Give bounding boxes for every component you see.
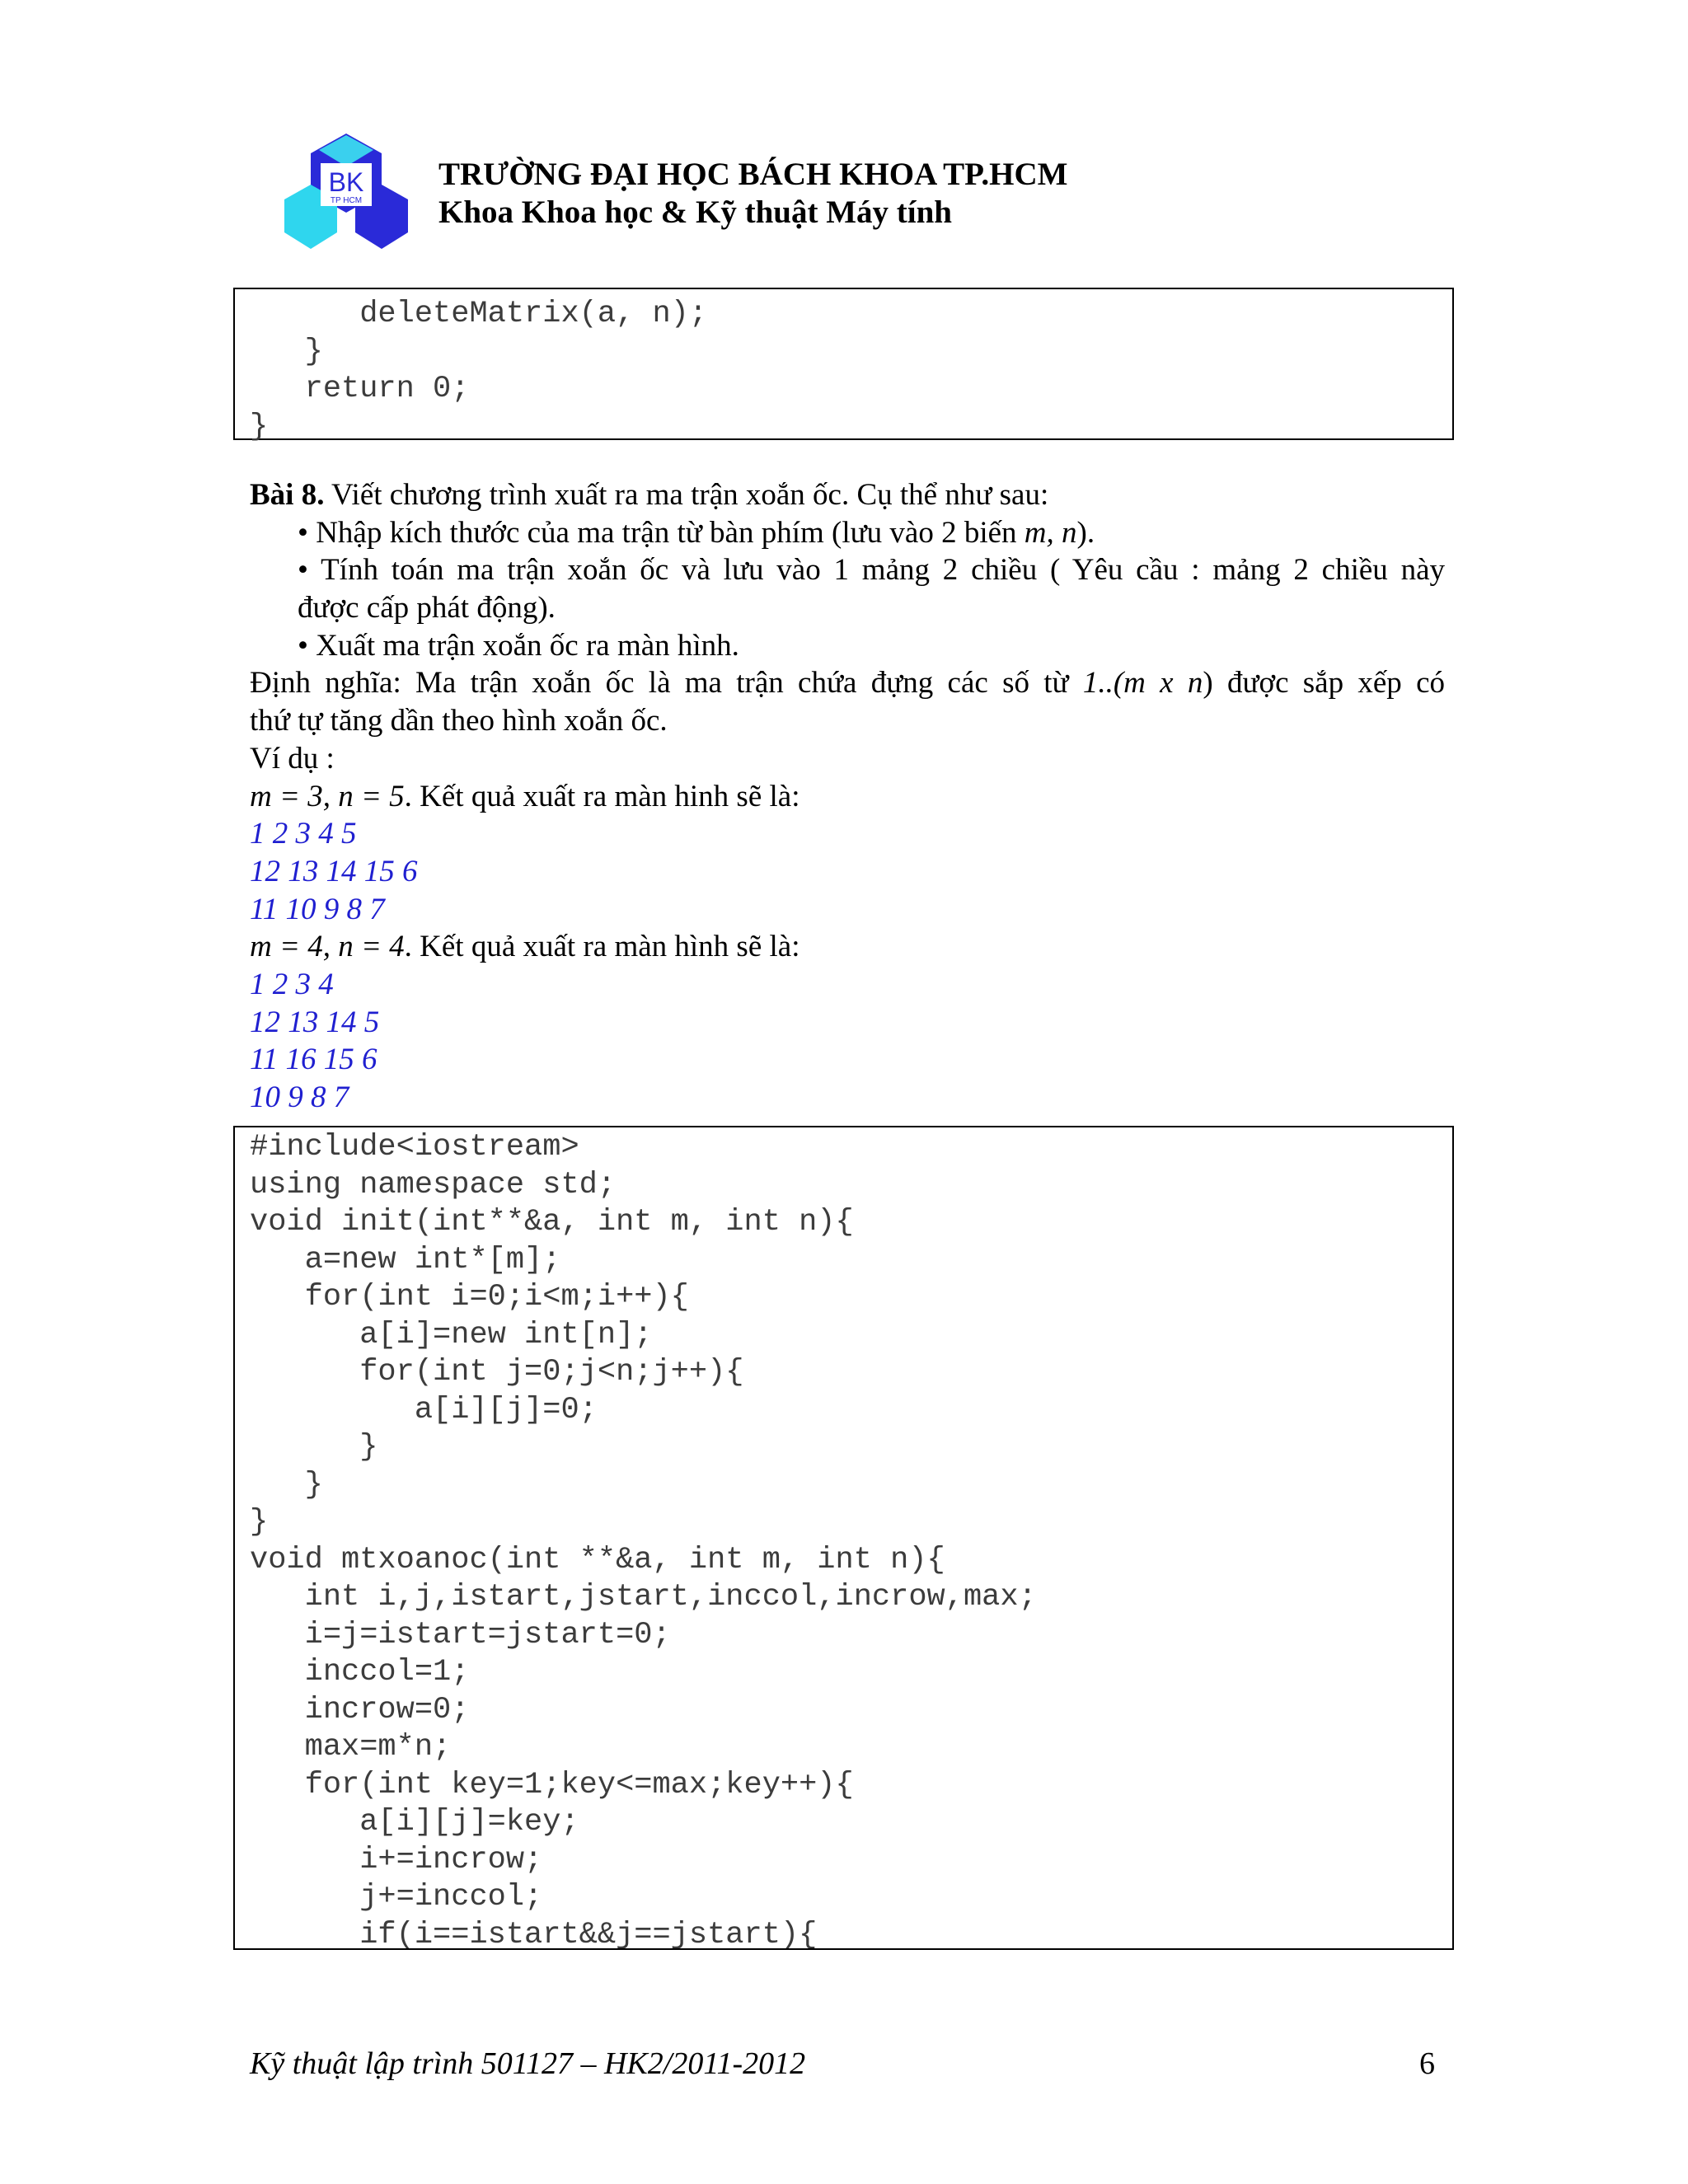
example-1-row: 11 10 9 8 7 <box>250 892 385 926</box>
example-1-params: m = 3, n = 5 <box>250 779 405 813</box>
bullet-2-line-2: được cấp phát động). <box>298 591 556 626</box>
logo-text: BK <box>328 167 364 197</box>
code-line: using namespace std; <box>250 1167 617 1202</box>
code-line: } <box>250 334 323 369</box>
department-name: Khoa Khoa học & Kỹ thuật Máy tính <box>438 194 952 230</box>
code-block-top <box>233 288 1454 444</box>
definition-line-2: thứ tự tăng dần theo hình xoắn ốc. <box>250 704 668 738</box>
code-line: a=new int*[m]; <box>250 1242 561 1277</box>
example-1-text: . Kết quả xuất ra màn hinh sẽ là: <box>404 779 800 813</box>
code-line: #include<iostream> <box>250 1130 579 1165</box>
code-line: } <box>250 1505 269 1540</box>
exercise-text <box>250 476 1445 1117</box>
code-line: j+=inccol; <box>250 1880 543 1915</box>
school-name: TRƯỜNG ĐẠI HỌC BÁCH KHOA TP.HCM <box>438 157 1068 192</box>
code-line: a[i][j]=key; <box>250 1805 579 1840</box>
code-block-main <box>233 1126 1454 1950</box>
footer-course: Kỹ thuật lập trình 501127 – HK2/2011-2012 <box>250 2046 806 2081</box>
example-2-params: m = 4, n = 4 <box>250 930 405 964</box>
bk-logo <box>284 134 408 253</box>
definition-b: ) được sắp xếp có <box>1203 666 1445 701</box>
logo-subtext: TP HCM <box>330 196 363 205</box>
code-line: inccol=1; <box>250 1655 470 1690</box>
code-line: if(i==istart&&j==jstart){ <box>250 1917 818 1950</box>
bullet-3: • Xuất ma trận xoắn ốc ra màn hình. <box>298 628 739 663</box>
code-line: return 0; <box>250 372 470 406</box>
code-line: int i,j,istart,jstart,inccol,incrow,max; <box>250 1580 1037 1615</box>
code-line: } <box>250 409 269 444</box>
exercise-intro: Viết chương trình xuất ra ma trận xoắn ốc. Cụ thể như sau: <box>324 478 1049 512</box>
code-line: deleteMatrix(a, n); <box>250 297 708 331</box>
example-2-row: 11 16 15 6 <box>250 1043 377 1077</box>
code-line: incrow=0; <box>250 1692 470 1727</box>
code-line: for(int key=1;key<=max;key++){ <box>250 1767 854 1802</box>
example-1-row: 1 2 3 4 5 <box>250 817 357 851</box>
code-line: i=j=istart=jstart=0; <box>250 1617 671 1652</box>
code-line: void mtxoanoc(int **&a, int m, int n){ <box>250 1542 945 1577</box>
bullet-2-line-1: • Tính toán ma trận xoắn ốc và lưu vào 1 mảng 2 chiều ( Yêu cầu : mảng 2 chiều này <box>298 553 1445 588</box>
code-line: i+=incrow; <box>250 1842 543 1877</box>
page-number: 6 <box>1419 2046 1435 2081</box>
example-2-row: 1 2 3 4 <box>250 967 334 1001</box>
code-line: void init(int**&a, int m, int n){ <box>250 1205 854 1240</box>
example-2-row: 12 13 14 5 <box>250 1005 380 1039</box>
bullet-1: • Nhập kích thước của ma trận từ bàn phím (lưu vào 2 biến <box>298 515 1025 550</box>
code-line: for(int j=0;j<n;j++){ <box>250 1355 744 1390</box>
definition-range: 1..(m x n <box>1082 666 1203 701</box>
code-line: for(int i=0;i<m;i++){ <box>250 1280 689 1315</box>
code-line: max=m*n; <box>250 1730 452 1765</box>
code-line: } <box>250 1467 323 1502</box>
code-line: } <box>250 1430 378 1465</box>
exercise-title: Bài 8. <box>250 478 325 512</box>
bullet-1-end: ). <box>1076 515 1095 550</box>
example-1-row: 12 13 14 15 6 <box>250 854 418 888</box>
example-label: Ví dụ : <box>250 741 335 776</box>
bullet-1-vars: m, n <box>1024 515 1077 550</box>
definition-a: Định nghĩa: Ma trận xoắn ốc là ma trận chứa đựng các số từ <box>250 666 1083 701</box>
example-2-text: . Kết quả xuất ra màn hình sẽ là: <box>404 930 800 964</box>
example-2-row: 10 9 8 7 <box>250 1080 349 1114</box>
code-line: a[i][j]=0; <box>250 1392 598 1427</box>
code-line: a[i]=new int[n]; <box>250 1317 653 1352</box>
